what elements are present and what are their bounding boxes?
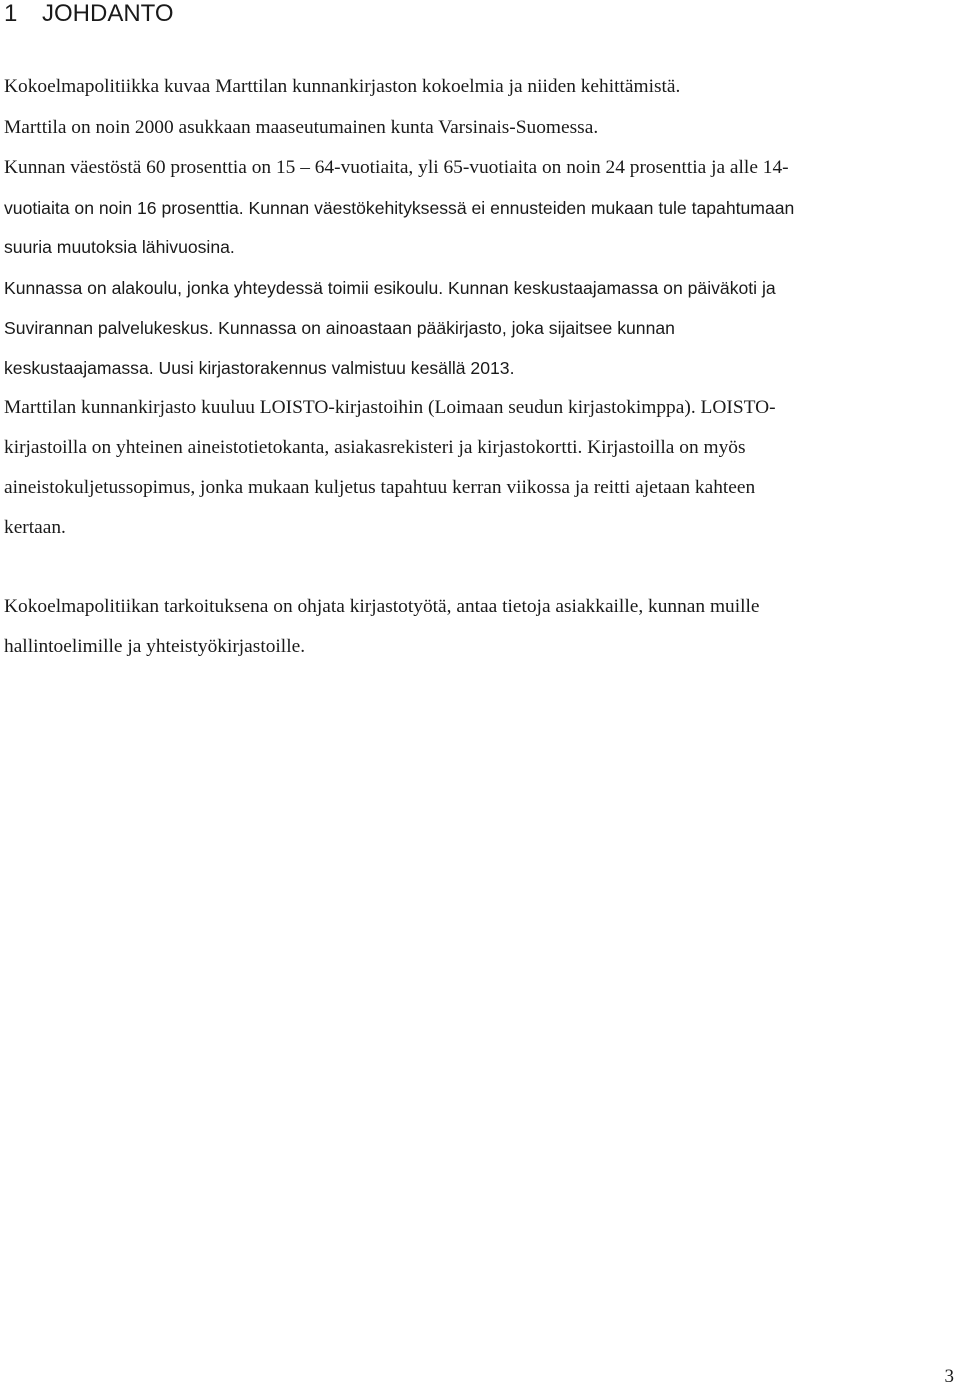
paragraph-1-line-1: Kokoelmapolitiikka kuvaa Marttilan kunnankirjaston kokoelmia ja niiden kehittämistä. — [4, 76, 681, 97]
paragraph-1-line-6: Kunnassa on alakoulu, jonka yhteydessä toimii esikoulu. Kunnan keskustaajamassa on päiväkoti ja — [4, 278, 776, 298]
paragraph-1-line-11: aineistokuljetussopimus, jonka mukaan kuljetus tapahtuu kerran viikossa ja reitti ajetaan kahteen — [4, 477, 756, 498]
paragraph-2-line-1: Kokoelmapolitiikan tarkoituksena on ohjata kirjastotyötä, antaa tietoja asiakkaille, kunnan muille — [4, 596, 760, 617]
paragraph-1-line-12: kertaan. — [4, 517, 66, 538]
section-number: 1 — [4, 0, 18, 27]
section-title: JOHDANTO — [42, 0, 174, 27]
paragraph-1-line-4: vuotiaita on noin 16 prosenttia. Kunnan väestökehityksessä ei ennusteiden mukaan tule tapahtumaan — [4, 198, 795, 218]
page-number: 3 — [944, 1366, 954, 1387]
paragraph-2-line-2: hallintoelimille ja yhteistyökirjastoille. — [4, 636, 306, 657]
paragraph-1-line-5: suuria muutoksia lähivuosina. — [4, 237, 235, 257]
paragraph-1-line-7: Suvirannan palvelukeskus. Kunnassa on ainoastaan pääkirjasto, joka sijaitsee kunnan — [4, 318, 675, 338]
paragraph-1-line-3: Kunnan väestöstä 60 prosenttia on 15 – 64-vuotiaita, yli 65-vuotiaita on noin 24 prosenttia ja alle 14- — [4, 157, 789, 178]
paragraph-1-line-8: keskustaajamassa. Uusi kirjastorakennus valmistuu kesällä 2013. — [4, 358, 515, 378]
section-heading — [4, 0, 174, 28]
paragraph-1-line-2: Marttila on noin 2000 asukkaan maaseutumainen kunta Varsinais-Suomessa. — [4, 117, 599, 138]
paragraph-1-line-10: kirjastoilla on yhteinen aineistotietokanta, asiakasrekisteri ja kirjastokortti. Kirjastoilla on myös — [4, 437, 746, 458]
paragraph-1-line-9: Marttilan kunnankirjasto kuuluu LOISTO-kirjastoihin (Loimaan seudun kirjastokimppa). LOISTO- — [4, 397, 776, 418]
